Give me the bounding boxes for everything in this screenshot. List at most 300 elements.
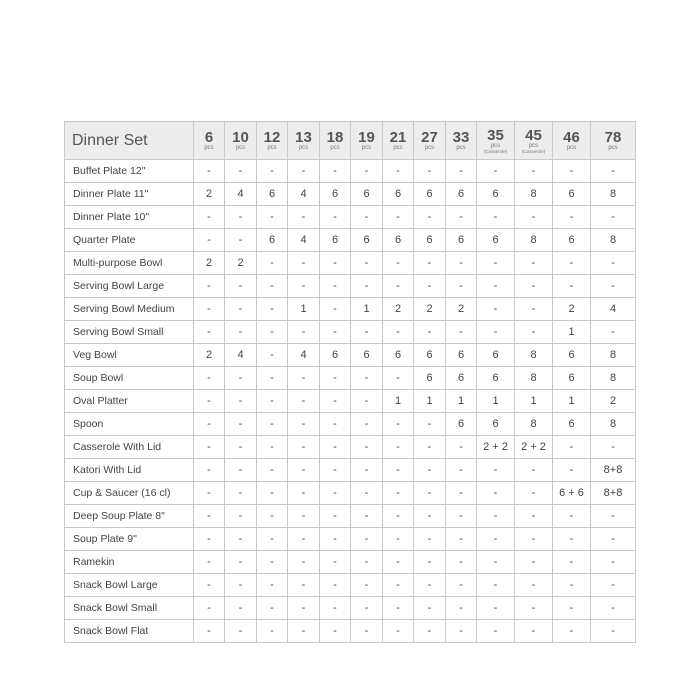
quantity-cell: -	[257, 206, 288, 229]
quantity-cell: -	[414, 459, 446, 482]
quantity-cell: -	[383, 459, 414, 482]
quantity-cell: -	[194, 229, 225, 252]
quantity-cell: -	[591, 436, 636, 459]
quantity-cell: 2	[414, 298, 446, 321]
quantity-cell: -	[553, 459, 591, 482]
column-unit: pcs	[267, 145, 277, 151]
column-piece-count: 19	[358, 129, 375, 146]
quantity-cell: -	[383, 528, 414, 551]
quantity-cell: -	[553, 436, 591, 459]
item-name: Dinner Plate 10"	[65, 206, 194, 229]
column-piece-count: 35	[487, 126, 504, 144]
quantity-cell: -	[288, 482, 320, 505]
quantity-cell: -	[351, 620, 383, 643]
column-unit: pcs	[330, 145, 340, 151]
quantity-cell: 6	[477, 367, 515, 390]
quantity-cell: -	[257, 482, 288, 505]
quantity-cell: 1	[477, 390, 515, 413]
quantity-cell: 8	[515, 367, 553, 390]
quantity-cell: -	[194, 298, 225, 321]
quantity-cell: -	[194, 436, 225, 459]
quantity-cell: 6	[446, 183, 477, 206]
quantity-cell: 6	[477, 229, 515, 252]
column-header	[591, 122, 636, 160]
column-unit: pcs	[528, 142, 539, 149]
column-header	[351, 122, 383, 160]
column-header	[194, 122, 225, 160]
quantity-cell: 1	[351, 298, 383, 321]
column-piece-count: 6	[204, 129, 214, 146]
quantity-cell: 6	[477, 183, 515, 206]
quantity-cell: 6	[446, 229, 477, 252]
quantity-cell: 6	[477, 344, 515, 367]
item-name: Serving Bowl Medium	[65, 298, 194, 321]
quantity-cell: -	[446, 597, 477, 620]
quantity-cell: -	[194, 321, 225, 344]
table-row	[65, 367, 636, 390]
quantity-cell: -	[383, 574, 414, 597]
quantity-cell: -	[553, 275, 591, 298]
quantity-cell: -	[414, 275, 446, 298]
quantity-cell: 4	[288, 183, 320, 206]
column-piece-count: 12	[263, 129, 281, 146]
column-unit: pcs	[490, 142, 501, 149]
quantity-cell: -	[225, 390, 257, 413]
quantity-cell: -	[383, 482, 414, 505]
column-header	[414, 122, 446, 160]
quantity-cell: -	[477, 206, 515, 229]
column-unit: pcs	[424, 145, 435, 151]
quantity-cell: -	[477, 321, 515, 344]
quantity-cell: -	[477, 551, 515, 574]
quantity-cell: -	[351, 160, 383, 183]
quantity-cell: -	[553, 574, 591, 597]
quantity-cell: -	[288, 505, 320, 528]
quantity-cell: 8	[515, 183, 553, 206]
quantity-cell: -	[194, 482, 225, 505]
quantity-cell: 8	[591, 413, 636, 436]
quantity-cell: -	[225, 620, 257, 643]
quantity-cell: 6	[414, 344, 446, 367]
quantity-cell: -	[515, 298, 553, 321]
quantity-cell: 2	[553, 298, 591, 321]
quantity-cell: -	[320, 160, 351, 183]
quantity-cell: -	[591, 597, 636, 620]
quantity-cell: -	[383, 620, 414, 643]
table-row	[65, 620, 636, 643]
quantity-cell: 6	[383, 183, 414, 206]
quantity-cell: -	[477, 482, 515, 505]
quantity-cell: 6	[414, 183, 446, 206]
quantity-cell: 6	[553, 229, 591, 252]
quantity-cell: -	[515, 482, 553, 505]
quantity-cell: 8	[591, 229, 636, 252]
quantity-cell: -	[515, 459, 553, 482]
quantity-cell: -	[477, 597, 515, 620]
quantity-cell: 6	[351, 229, 383, 252]
quantity-cell: -	[446, 620, 477, 643]
quantity-cell: -	[351, 413, 383, 436]
quantity-cell: -	[515, 206, 553, 229]
quantity-cell: -	[257, 459, 288, 482]
column-piece-count: 21	[389, 129, 407, 146]
quantity-cell: -	[414, 160, 446, 183]
item-name: Multi-purpose Bowl	[65, 252, 194, 275]
table-row	[65, 505, 636, 528]
quantity-cell: -	[383, 413, 414, 436]
quantity-cell: -	[288, 206, 320, 229]
table-title: Dinner Set	[65, 122, 194, 160]
quantity-cell: 8	[515, 413, 553, 436]
item-name: Casserole With Lid	[65, 436, 194, 459]
quantity-cell: -	[383, 597, 414, 620]
quantity-cell: -	[225, 551, 257, 574]
quantity-cell: -	[288, 413, 320, 436]
quantity-cell: 6	[446, 367, 477, 390]
quantity-cell: -	[383, 505, 414, 528]
quantity-cell: -	[288, 321, 320, 344]
quantity-cell: -	[591, 505, 636, 528]
quantity-cell: -	[446, 206, 477, 229]
table-row	[65, 482, 636, 505]
quantity-cell: -	[414, 321, 446, 344]
quantity-cell: -	[351, 390, 383, 413]
quantity-cell: -	[351, 574, 383, 597]
quantity-cell: 6	[553, 413, 591, 436]
table-row	[65, 413, 636, 436]
quantity-cell: -	[351, 367, 383, 390]
quantity-cell: 6	[446, 413, 477, 436]
quantity-cell: -	[553, 597, 591, 620]
column-header	[288, 122, 320, 160]
item-name: Dinner Plate 11"	[65, 183, 194, 206]
quantity-cell: -	[320, 298, 351, 321]
table-row	[65, 528, 636, 551]
column-header	[446, 122, 477, 160]
table-row	[65, 574, 636, 597]
quantity-cell: -	[351, 528, 383, 551]
quantity-cell: 6	[477, 413, 515, 436]
quantity-cell: 8	[515, 229, 553, 252]
table-row	[65, 160, 636, 183]
column-piece-count: 18	[326, 129, 344, 146]
quantity-cell: -	[257, 390, 288, 413]
quantity-cell: -	[446, 528, 477, 551]
quantity-cell: -	[257, 160, 288, 183]
item-name: Oval Platter	[65, 390, 194, 413]
quantity-cell: -	[446, 436, 477, 459]
quantity-cell: -	[414, 505, 446, 528]
column-note: (Casserole)	[521, 148, 546, 154]
quantity-cell: -	[225, 482, 257, 505]
quantity-cell: 6	[351, 183, 383, 206]
quantity-cell: -	[553, 528, 591, 551]
quantity-cell: -	[194, 160, 225, 183]
quantity-cell: -	[320, 597, 351, 620]
table-row	[65, 551, 636, 574]
column-unit: pcs	[361, 145, 372, 151]
quantity-cell: 4	[225, 344, 257, 367]
quantity-cell: -	[477, 252, 515, 275]
column-header	[257, 122, 288, 160]
quantity-cell: 8	[591, 183, 636, 206]
column-unit: pcs	[566, 145, 577, 151]
quantity-cell: -	[225, 528, 257, 551]
quantity-cell: 6	[320, 344, 351, 367]
quantity-cell: -	[351, 436, 383, 459]
quantity-cell: 1	[446, 390, 477, 413]
quantity-cell: -	[414, 620, 446, 643]
quantity-cell: -	[414, 528, 446, 551]
quantity-cell: -	[414, 206, 446, 229]
column-note: (Casserole)	[483, 148, 508, 154]
item-name: Cup & Saucer (16 cl)	[65, 482, 194, 505]
quantity-cell: -	[257, 505, 288, 528]
quantity-cell: -	[477, 160, 515, 183]
quantity-cell: -	[515, 252, 553, 275]
quantity-cell: -	[515, 160, 553, 183]
quantity-cell: -	[446, 275, 477, 298]
quantity-cell: -	[257, 321, 288, 344]
quantity-cell: 1	[383, 390, 414, 413]
quantity-cell: -	[194, 528, 225, 551]
quantity-cell: 2	[194, 252, 225, 275]
column-piece-count: 10	[232, 129, 249, 146]
quantity-cell: -	[288, 597, 320, 620]
quantity-cell: -	[383, 367, 414, 390]
quantity-cell: 4	[591, 298, 636, 321]
quantity-cell: -	[515, 620, 553, 643]
quantity-cell: -	[288, 528, 320, 551]
quantity-cell: 6	[553, 183, 591, 206]
quantity-cell: -	[515, 505, 553, 528]
quantity-cell: -	[288, 551, 320, 574]
quantity-cell: 1	[553, 390, 591, 413]
quantity-cell: -	[591, 275, 636, 298]
quantity-cell: -	[320, 459, 351, 482]
quantity-cell: -	[225, 574, 257, 597]
quantity-cell: -	[515, 574, 553, 597]
quantity-cell: -	[591, 252, 636, 275]
table-row	[65, 275, 636, 298]
quantity-cell: -	[194, 390, 225, 413]
quantity-cell: -	[288, 160, 320, 183]
table-row	[65, 229, 636, 252]
quantity-cell: -	[351, 275, 383, 298]
quantity-cell: 8+8	[591, 482, 636, 505]
quantity-cell: 6	[414, 229, 446, 252]
quantity-cell: -	[225, 206, 257, 229]
quantity-cell: -	[320, 482, 351, 505]
quantity-cell: -	[383, 160, 414, 183]
item-name: Snack Bowl Flat	[65, 620, 194, 643]
quantity-cell: -	[257, 298, 288, 321]
quantity-cell: 4	[288, 229, 320, 252]
quantity-cell: -	[257, 367, 288, 390]
quantity-cell: 6	[553, 367, 591, 390]
quantity-cell: -	[477, 574, 515, 597]
quantity-cell: -	[477, 298, 515, 321]
quantity-cell: -	[553, 620, 591, 643]
quantity-cell: -	[553, 551, 591, 574]
quantity-cell: -	[414, 597, 446, 620]
quantity-cell: -	[591, 321, 636, 344]
table-row	[65, 436, 636, 459]
quantity-cell: 2	[383, 298, 414, 321]
quantity-cell: 6	[553, 344, 591, 367]
column-unit: pcs	[608, 145, 618, 151]
quantity-cell: -	[446, 551, 477, 574]
quantity-cell: -	[383, 275, 414, 298]
quantity-cell: -	[553, 505, 591, 528]
item-name: Ramekin	[65, 551, 194, 574]
quantity-cell: -	[320, 275, 351, 298]
quantity-cell: 8	[515, 344, 553, 367]
quantity-cell: -	[446, 505, 477, 528]
item-name: Quarter Plate	[65, 229, 194, 252]
quantity-cell: 2	[591, 390, 636, 413]
quantity-cell: -	[591, 206, 636, 229]
quantity-cell: 6	[446, 344, 477, 367]
quantity-cell: -	[288, 574, 320, 597]
quantity-cell: -	[477, 505, 515, 528]
quantity-cell: 4	[225, 183, 257, 206]
quantity-cell: -	[320, 367, 351, 390]
quantity-cell: -	[414, 482, 446, 505]
quantity-cell: -	[225, 160, 257, 183]
quantity-cell: 2	[194, 344, 225, 367]
quantity-cell: -	[225, 229, 257, 252]
quantity-cell: -	[477, 275, 515, 298]
quantity-cell: -	[515, 275, 553, 298]
quantity-cell: 2	[225, 252, 257, 275]
header-row	[65, 122, 636, 160]
quantity-cell: -	[515, 551, 553, 574]
quantity-cell: 6 + 6	[553, 482, 591, 505]
quantity-cell: -	[194, 505, 225, 528]
quantity-cell: -	[257, 620, 288, 643]
table-row	[65, 344, 636, 367]
quantity-cell: -	[383, 206, 414, 229]
quantity-cell: 4	[288, 344, 320, 367]
quantity-cell: -	[515, 321, 553, 344]
item-name: Deep Soup Plate 8"	[65, 505, 194, 528]
table-row	[65, 206, 636, 229]
column-header	[553, 122, 591, 160]
quantity-cell: -	[414, 413, 446, 436]
quantity-cell: -	[257, 275, 288, 298]
quantity-cell: -	[591, 574, 636, 597]
item-name: Serving Bowl Small	[65, 321, 194, 344]
quantity-cell: -	[320, 390, 351, 413]
quantity-cell: -	[320, 551, 351, 574]
quantity-cell: -	[257, 597, 288, 620]
quantity-cell: -	[194, 597, 225, 620]
column-header	[225, 122, 257, 160]
quantity-cell: 6	[414, 367, 446, 390]
item-name: Soup Plate 9"	[65, 528, 194, 551]
quantity-cell: -	[446, 160, 477, 183]
column-unit: pcs	[456, 145, 466, 151]
quantity-cell: 6	[257, 229, 288, 252]
quantity-cell: -	[288, 620, 320, 643]
quantity-cell: -	[414, 252, 446, 275]
quantity-cell: 6	[351, 344, 383, 367]
quantity-cell: 2	[194, 183, 225, 206]
column-unit: pcs	[298, 145, 309, 151]
quantity-cell: -	[553, 206, 591, 229]
quantity-cell: -	[288, 275, 320, 298]
quantity-cell: -	[257, 413, 288, 436]
quantity-cell: -	[257, 252, 288, 275]
column-piece-count: 33	[452, 129, 470, 146]
quantity-cell: -	[225, 505, 257, 528]
quantity-cell: -	[320, 206, 351, 229]
quantity-cell: -	[320, 574, 351, 597]
quantity-cell: 8+8	[591, 459, 636, 482]
quantity-cell: -	[446, 574, 477, 597]
quantity-cell: -	[320, 620, 351, 643]
quantity-cell: -	[225, 597, 257, 620]
quantity-cell: -	[288, 436, 320, 459]
column-piece-count: 13	[295, 129, 312, 146]
quantity-cell: -	[288, 367, 320, 390]
quantity-cell: -	[320, 436, 351, 459]
column-unit: pcs	[393, 145, 403, 151]
table-row	[65, 459, 636, 482]
quantity-cell: -	[351, 505, 383, 528]
quantity-cell: 6	[320, 183, 351, 206]
item-name: Katori With Lid	[65, 459, 194, 482]
quantity-cell: 1	[553, 321, 591, 344]
quantity-cell: -	[288, 459, 320, 482]
column-unit: pcs	[235, 145, 246, 151]
quantity-cell: -	[257, 574, 288, 597]
quantity-cell: -	[477, 459, 515, 482]
quantity-cell: -	[225, 321, 257, 344]
quantity-cell: 6	[320, 229, 351, 252]
quantity-cell: -	[591, 528, 636, 551]
quantity-cell: -	[194, 206, 225, 229]
column-piece-count: 46	[563, 129, 580, 146]
quantity-cell: 1	[515, 390, 553, 413]
quantity-cell: -	[257, 528, 288, 551]
quantity-cell: 2	[446, 298, 477, 321]
quantity-cell: -	[351, 321, 383, 344]
quantity-cell: -	[383, 321, 414, 344]
quantity-cell: -	[553, 160, 591, 183]
quantity-cell: -	[383, 436, 414, 459]
quantity-cell: -	[446, 321, 477, 344]
quantity-cell: -	[288, 390, 320, 413]
column-unit: pcs	[204, 145, 214, 151]
quantity-cell: 6	[383, 229, 414, 252]
quantity-cell: -	[414, 436, 446, 459]
quantity-cell: 6	[383, 344, 414, 367]
quantity-cell: 6	[257, 183, 288, 206]
item-name: Snack Bowl Small	[65, 597, 194, 620]
item-name: Soup Bowl	[65, 367, 194, 390]
quantity-cell: -	[383, 252, 414, 275]
quantity-cell: 2 + 2	[515, 436, 553, 459]
quantity-cell: -	[194, 620, 225, 643]
quantity-cell: -	[194, 459, 225, 482]
quantity-cell: 1	[288, 298, 320, 321]
table-row	[65, 390, 636, 413]
quantity-cell: -	[257, 344, 288, 367]
quantity-cell: -	[446, 252, 477, 275]
quantity-cell: 8	[591, 367, 636, 390]
